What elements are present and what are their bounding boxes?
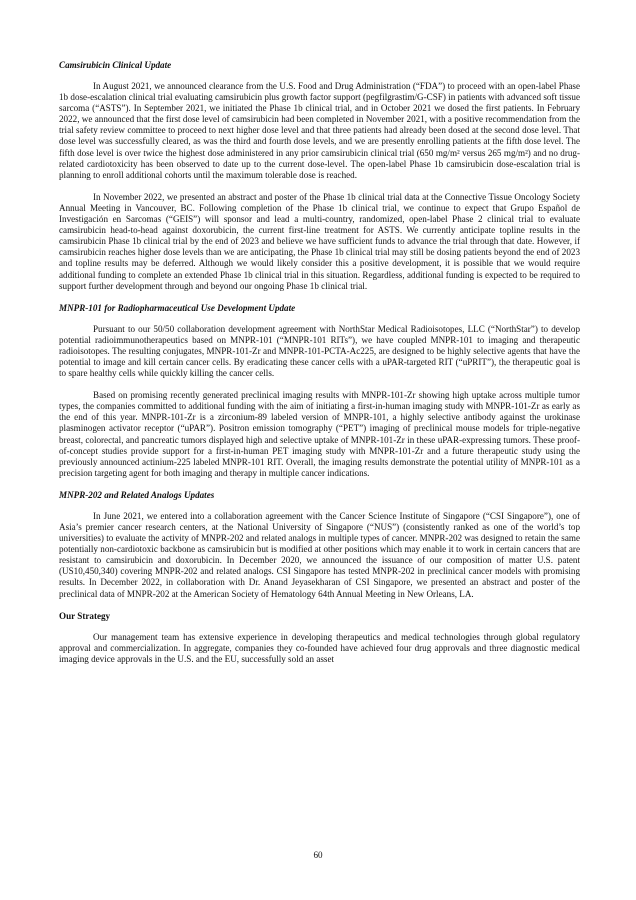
section-heading: MNPR-202 and Related Analogs Updates (59, 489, 215, 500)
paragraph: In November 2022, we presented an abstract and poster of the Phase 1b clinical trial data at the Connective Tissue Oncology Society Annual Meeting in Vancouver, BC. Following completion of the Phase 1b clinical trial, we continue to expect that Grupo Español de Investigación en Sarcomas (“GEIS”) will sponsor and lead a multi-country, randomized, open-label Phase 2 clinical trial to evaluate camsirubicin head-to-head against doxorubicin, the current first-line treatment for ASTS. We currently anticipate topline results in the camsirubicin Phase 1b clinical trial by the end of 2023 and believe we have sufficient funds to advance the trial through that date. However, if camsirubicin reaches higher dose levels than we are anticipating, the Phase 1b clinical trial may still be dosing patients beyond the end of 2023 and topline results may be deferred. Although we would likely consider this a positive development, it is possible that we would require additional funding to complete an extended Phase 1b clinical trial in this situation. Regardless, additional funding is expected to be required to support further development through and beyond our ongoing Phase 1b clinical trial. (59, 191, 580, 291)
paragraph: Our management team has extensive experience in developing therapeutics and medical technologies through global regulatory approval and commercialization. In aggregate, companies they co-founded have achieved four drug approvals and three diagnostic medical imaging device approvals in the U.S. and the EU, successfully sold an asset (59, 631, 580, 664)
page-number: 60 (313, 850, 323, 860)
paragraph: In June 2021, we entered into a collaboration agreement with the Cancer Science Institute of Singapore (“CSI Singapore”), one of Asia’s premier cancer research centers, at the National University of Singapore (“NUS”) (consistently ranked as one of the world’s top universities) to evaluate the activity of MNPR-202 and related analogs in multiple types of cancer. MNPR-202 was designed to retain the same potentially non-cardiotoxic backbone as camsirubicin but is modified at other positions which may enable it to work in certain cancers that are resistant to camsirubicin and doxorubicin. In December 2020, we announced the issuance of our composition of matter U.S. patent (US10,450,340) covering MNPR-202 and related analogs. CSI Singapore has tested MNPR-202 in preclinical cancer models with promising results. In December 2022, in collaboration with Dr. Anand Jeyasekharan of CSI Singapore, we presented an abstract and poster of the preclinical data of MNPR-202 at the American Society of Hematology 64th Annual Meeting in New Orleans, LA. (59, 510, 580, 599)
section-heading: Our Strategy (59, 610, 111, 621)
section-mnpr-202 (59, 490, 580, 600)
paragraph: Based on promising recently generated preclinical imaging results with MNPR-101-Zr showing high uptake across multiple tumor types, the companies committed to additional funding with the aim of initiating a first-in-human imaging study with MNPR-101-Zr as early as the end of this year. MNPR-101-Zr is a zirconium-89 labeled version of MNPR-101, a highly selective antibody against the urokinase plasminogen activator receptor (“uPAR”). Positron emission tomography (“PET”) imaging of preclinical mouse models for triple-negative breast, colorectal, and pancreatic tumors displayed high and selective uptake of MNPR-101-Zr in these uPAR-expressing tumors. These proof-of-concept studies provide support for a first-in-human PET imaging study with MNPR-101-Zr and a future therapeutic study using the previously announced actinium-225 labeled MNPR-101 RIT. Overall, the imaging results demonstrate the potential utility of MNPR-101 as a precision targeting agent for both imaging and therapy in multiple cancer indications. (59, 390, 580, 478)
paragraph: In August 2021, we announced clearance from the U.S. Food and Drug Administration (“FDA”) to proceed with an open-label Phase 1b dose-escalation clinical trial evaluating camsirubicin plus growth factor support (pegfilgrastim/G-CSF) in patients with advanced soft tissue sarcoma (“ASTS”). In September 2021, we initiated the Phase 1b clinical trial, and in October 2021 we dosed the first patients. In February 2022, we announced that the first dose level of camsirubicin had been completed in November 2021, with a positive recommendation from the trial safety review committee to proceed to next higher dose level and that three patients had already been dosed at the second dose level. That dose level was successfully cleared, as was the third and fourth dose levels, and we are presently enrolling patients at the fifth dose level. The fifth dose level is over twice the highest dose administered in any prior camsirubicin clinical trial (650 mg/m² versus 265 mg/m²) and no drug-related cardiotoxicity has been observed to date up to the current dose-level. The open-label Phase 1b camsirubicin dose-escalation trial is planning to enroll additional cohorts until the maximum tolerable dose is reached. (59, 81, 580, 180)
section-camsirubicin (59, 60, 580, 292)
paragraph: Pursuant to our 50/50 collaboration development agreement with NorthStar Medical Radioisotopes, LLC (“NorthStar”) to develop potential radioimmunotherapeutics based on MNPR-101 (“MNPR-101 RITs”), we have coupled MNPR-101 to imaging and therapeutic radioisotopes. The resulting conjugates, MNPR-101-Zr and MNPR-101-PCTA-Ac225, are designed to be highly selective agents that have the potential to image and kill certain cancer cells. By eradicating these cancer cells with a uPAR-targeted RIT (“uPRIT”), the therapeutic goal is to spare healthy cells while quickly killing the cancer cells. (59, 323, 580, 379)
section-our-strategy (59, 611, 580, 665)
section-heading: MNPR-101 for Radiopharmaceutical Use Development Update (59, 302, 296, 313)
section-heading: Camsirubicin Clinical Update (59, 60, 172, 70)
document-page (59, 60, 580, 676)
section-mnpr-101 (59, 303, 580, 479)
